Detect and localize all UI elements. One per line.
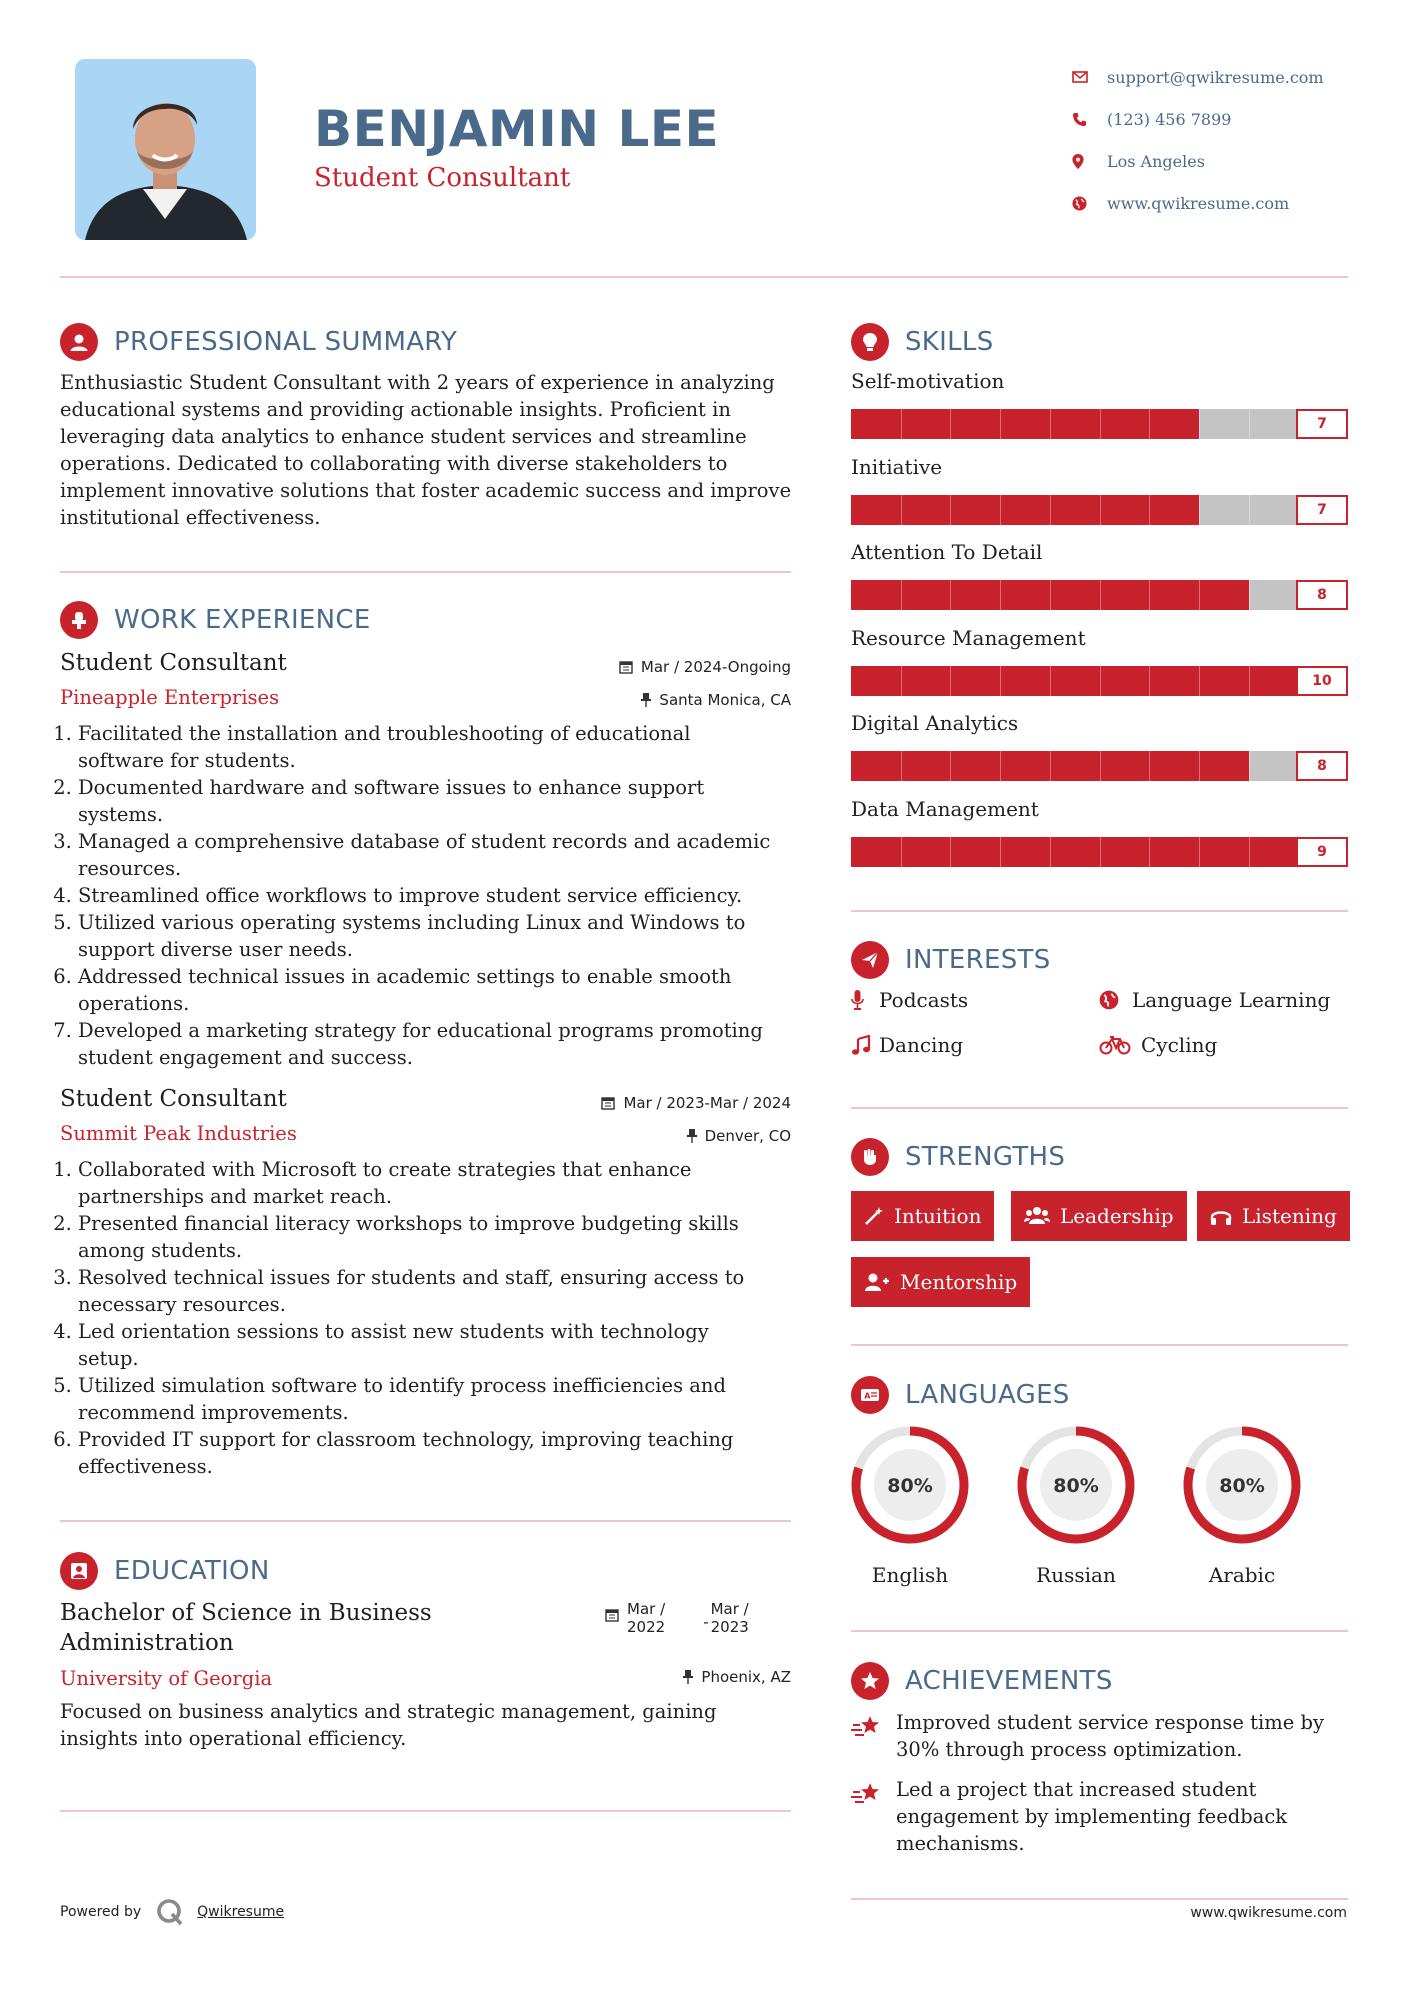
strength-chip-mentorship <box>851 1257 1030 1307</box>
language-ring <box>1182 1425 1302 1545</box>
skill-bar-segment <box>1100 495 1101 525</box>
star-badge-icon <box>851 1662 889 1700</box>
job-entry <box>60 1086 791 1480</box>
bicycle-icon <box>1099 1035 1141 1055</box>
language-name: English <box>871 1563 949 1587</box>
skill-bar-segment <box>901 409 902 439</box>
interest-language-learning <box>1099 988 1330 1012</box>
duty-item: 3. Resolved technical issues for students and staff, ensuring access to necessary resources. <box>78 1264 760 1318</box>
degree-line-1: Bachelor of Science in Business <box>60 1600 432 1626</box>
skill-bar-segment <box>1100 409 1101 439</box>
language-russian <box>1016 1425 1136 1587</box>
duty-item: 7. Developed a marketing strategy for educational programs promoting student engagement and success. <box>78 1017 780 1071</box>
edu-end-year: 2023 <box>710 1618 749 1636</box>
interest-podcasts <box>851 988 968 1012</box>
skill-bar-fill <box>851 837 1298 867</box>
skill-level-badge: 8 <box>1296 580 1348 610</box>
contact-website[interactable] <box>1072 182 1324 224</box>
interests-section-header <box>851 941 1051 979</box>
skill-bar-segment <box>1199 409 1200 439</box>
skills-title: SKILLS <box>905 327 994 357</box>
skill-level-badge: 7 <box>1296 495 1348 525</box>
skill-bar-segment <box>1050 751 1051 781</box>
summary-section-header <box>60 323 457 361</box>
job-location <box>687 1127 791 1145</box>
achievement-text: Improved student service response time by 30% through process optimization. <box>896 1711 1324 1761</box>
lightbulb-icon <box>851 323 889 361</box>
skill-bar-segment <box>1100 837 1101 867</box>
contact-location-text: Los Angeles <box>1107 151 1205 171</box>
work-title: WORK EXPERIENCE <box>114 605 371 635</box>
edu-start-year: 2022 <box>627 1618 666 1636</box>
skill-bar-segment <box>1149 495 1150 525</box>
duty-item: 1. Facilitated the installation and troubleshooting of educational software for students. <box>78 720 780 774</box>
user-circle-icon <box>60 323 98 361</box>
skill-bar-segment <box>1149 751 1150 781</box>
skill-name: Digital Analytics <box>851 711 1019 735</box>
skill-bar-segment <box>1100 580 1101 610</box>
interest-label: Dancing <box>879 1033 964 1057</box>
duty-item: 3. Managed a comprehensive database of student records and academic resources. <box>78 828 780 882</box>
candidate-role: Student Consultant <box>314 163 571 193</box>
job-dates <box>619 658 791 676</box>
skill-bar-segment <box>1149 580 1150 610</box>
work-divider <box>60 1520 791 1522</box>
company-name: Summit Peak Industries <box>60 1122 297 1145</box>
shooting-star-icon <box>851 1776 896 1857</box>
skill-name: Attention To Detail <box>851 540 1043 564</box>
candidate-name: BENJAMIN LEE <box>314 100 720 158</box>
language-percent: 80% <box>887 1475 933 1497</box>
skill-bar-segment <box>1149 837 1150 867</box>
skill-name: Self-motivation <box>851 369 1005 393</box>
education-dates <box>605 1600 749 1636</box>
qwikresume-logo-icon <box>155 1897 185 1927</box>
languages-divider <box>851 1630 1348 1632</box>
edu-date-dash: - <box>703 1613 709 1631</box>
users-icon <box>1024 1206 1050 1226</box>
skill-bar <box>851 580 1348 610</box>
brand-link[interactable]: Qwikresume <box>197 1904 285 1920</box>
skill-bar <box>851 837 1348 867</box>
contact-location <box>1072 140 1324 182</box>
pushpin-icon <box>683 1670 693 1684</box>
skill-bar <box>851 666 1348 696</box>
achievements-section-header <box>851 1662 1113 1700</box>
strength-chip-listening <box>1197 1191 1350 1241</box>
languages-section-header <box>851 1376 1070 1414</box>
globe-icon <box>1072 196 1107 211</box>
skill-bar-segment <box>1000 837 1001 867</box>
interest-label: Cycling <box>1141 1033 1218 1057</box>
interest-cycling <box>1099 1033 1217 1057</box>
microphone-icon <box>851 990 879 1010</box>
education-description: Focused on business analytics and strategic management, gaining insights into operational efficiency. <box>60 1700 717 1750</box>
skill-bar-segment <box>1050 495 1051 525</box>
skill-bar-segment <box>901 837 902 867</box>
job-location-text: Santa Monica, CA <box>659 691 791 709</box>
raised-fist-icon <box>851 1138 889 1176</box>
company-name: Pineapple Enterprises <box>60 686 280 709</box>
interests-title: INTERESTS <box>905 945 1051 975</box>
profile-photo <box>75 59 256 240</box>
job-duties <box>60 720 780 1071</box>
duty-item: 5. Utilized various operating systems including Linux and Windows to support diverse user needs. <box>78 909 780 963</box>
skill-bar <box>851 409 1348 439</box>
language-arabic <box>1182 1425 1302 1587</box>
language-ring <box>1016 1425 1136 1545</box>
duty-item: 6. Provided IT support for classroom technology, improving teaching effectiveness. <box>78 1426 760 1480</box>
interest-dancing <box>851 1033 963 1057</box>
strengths-title: STRENGTHS <box>905 1142 1066 1172</box>
skill-bar-segment <box>901 751 902 781</box>
music-icon <box>851 1035 879 1055</box>
language-percent: 80% <box>1053 1475 1099 1497</box>
skill-bar-segment <box>1050 409 1051 439</box>
skill-bar-segment <box>1000 409 1001 439</box>
languages-title: LANGUAGES <box>905 1380 1070 1410</box>
language-english <box>850 1425 970 1587</box>
interest-label: Language Learning <box>1132 988 1331 1012</box>
briefcase-icon <box>60 601 98 639</box>
skill-bar-segment <box>1050 837 1051 867</box>
duty-item: 1. Collaborated with Microsoft to create strategies that enhance partnerships and market reach. <box>78 1156 760 1210</box>
interest-label: Podcasts <box>879 988 969 1012</box>
pushpin-icon <box>687 1129 697 1143</box>
skill-bar-segment <box>901 580 902 610</box>
magic-wand-icon <box>864 1206 884 1226</box>
skill-name: Resource Management <box>851 625 1086 650</box>
strengths-divider <box>851 1344 1348 1346</box>
calendar-icon <box>605 1608 619 1622</box>
job-duties <box>60 1156 760 1480</box>
footer-powered-by <box>60 1897 284 1927</box>
education-title: EDUCATION <box>114 1556 270 1586</box>
envelope-icon <box>1072 71 1107 83</box>
education-divider <box>60 1810 791 1812</box>
achievements-title: ACHIEVEMENTS <box>905 1666 1113 1696</box>
skill-bar-segment <box>1149 666 1150 696</box>
skill-bar-segment <box>1249 409 1250 439</box>
achievement-text: Led a project that increased student engagement by implementing feedback mechanisms. <box>896 1778 1288 1855</box>
footer-site[interactable]: www.qwikresume.com <box>1190 1905 1347 1921</box>
skill-bar-segment <box>1199 495 1200 525</box>
skill-bar-segment <box>1000 666 1001 696</box>
duty-item: 2. Presented financial literacy workshops to improve budgeting skills among students. <box>78 1210 760 1264</box>
skill-bar-segment <box>1249 580 1250 610</box>
skill-bar <box>851 495 1348 525</box>
skill-bar-segment <box>950 580 951 610</box>
job-title: Student Consultant <box>60 650 287 676</box>
skill-level-badge: 8 <box>1296 751 1348 781</box>
skill-bar-segment <box>950 837 951 867</box>
pushpin-icon <box>641 693 651 707</box>
job-dates-text: Mar / 2024-Ongoing <box>640 658 791 676</box>
edu-end-month: Mar / <box>710 1600 749 1618</box>
contact-website-text: www.qwikresume.com <box>1107 193 1290 213</box>
strengths-section-header <box>851 1138 1065 1176</box>
skill-bar-segment <box>1199 837 1200 867</box>
job-dates-text: Mar / 2023-Mar / 2024 <box>623 1094 791 1112</box>
summary-divider <box>60 571 791 573</box>
interests-divider <box>851 1107 1348 1109</box>
language-ring <box>850 1425 970 1545</box>
strength-chip-intuition <box>851 1191 994 1241</box>
skill-bar-segment <box>1149 409 1150 439</box>
skill-bar-segment <box>950 666 951 696</box>
headphones-icon <box>1210 1206 1232 1226</box>
svg-text:A: A <box>864 1391 871 1401</box>
contact-phone-text: (123) 456 7899 <box>1107 109 1232 129</box>
skill-bar-segment <box>1050 666 1051 696</box>
skill-name: Data Management <box>851 796 1039 821</box>
skill-level-badge: 9 <box>1296 837 1348 867</box>
language-percent: 80% <box>1219 1475 1265 1497</box>
shooting-star-icon <box>851 1709 896 1763</box>
achievements-divider <box>851 1898 1348 1900</box>
skill-bar-segment <box>1100 666 1101 696</box>
skill-level-badge: 7 <box>1296 409 1348 439</box>
summary-text: Enthusiastic Student Consultant with 2 years of experience in analyzing educational systems and providing actionable insights. Proficient in leveraging data analytics to enhance student services and streamline operations. Dedicated to collaborating with diverse stakeholders to implement innovative solutions that foster academic success and improve institutional effectiveness. <box>60 371 792 529</box>
skill-bar-segment <box>1249 495 1250 525</box>
job-entry <box>60 650 791 1071</box>
summary-title: PROFESSIONAL SUMMARY <box>114 327 458 357</box>
paper-plane-icon <box>851 941 889 979</box>
user-plus-icon <box>864 1272 890 1292</box>
skill-bar-segment <box>1000 580 1001 610</box>
language-name: Russian <box>1036 1563 1116 1587</box>
skills-divider <box>851 910 1348 912</box>
skill-bar-fill <box>851 409 1199 439</box>
skill-bar-segment <box>1000 751 1001 781</box>
strength-label: Listening <box>1242 1204 1337 1228</box>
skill-bar-segment <box>1050 580 1051 610</box>
education-location <box>683 1668 791 1686</box>
contact-list <box>1072 56 1324 224</box>
skill-bar-segment <box>1199 751 1200 781</box>
strength-chip-leadership <box>1011 1191 1187 1241</box>
duty-item: 2. Documented hardware and software issues to enhance support systems. <box>78 774 780 828</box>
graduate-icon <box>60 1552 98 1590</box>
skill-bar-segment <box>1000 495 1001 525</box>
skill-bar-segment <box>901 495 902 525</box>
work-section-header <box>60 601 371 639</box>
phone-icon <box>1072 112 1107 127</box>
edu-start-month: Mar / <box>627 1600 666 1618</box>
strength-label: Mentorship <box>900 1270 1018 1294</box>
skill-bar-segment <box>901 666 902 696</box>
map-pin-icon <box>1072 154 1107 169</box>
job-location-text: Denver, CO <box>704 1127 791 1145</box>
achievement-item <box>851 1709 1348 1763</box>
skill-bar-segment <box>950 751 951 781</box>
education-section-header <box>60 1552 270 1590</box>
strength-label: Intuition <box>894 1204 982 1228</box>
duty-item: 4. Led orientation sessions to assist new students with technology setup. <box>78 1318 760 1372</box>
skill-bar-segment <box>1199 666 1200 696</box>
skill-bar-segment <box>1100 751 1101 781</box>
job-dates <box>601 1094 791 1112</box>
degree-line-2: Administration <box>60 1630 234 1656</box>
achievement-item <box>851 1776 1348 1857</box>
skill-bar-segment <box>1249 751 1250 781</box>
duty-item: 4. Streamlined office workflows to improve student service efficiency. <box>78 882 780 909</box>
education-location-text: Phoenix, AZ <box>701 1668 791 1686</box>
contact-phone[interactable] <box>1072 98 1324 140</box>
language-icon <box>851 1376 889 1414</box>
calendar-icon <box>619 660 633 674</box>
skills-section-header <box>851 323 994 361</box>
skill-bar-segment <box>950 409 951 439</box>
skill-bar-fill <box>851 495 1199 525</box>
school-name: University of Georgia <box>60 1667 273 1690</box>
job-location <box>641 691 791 709</box>
skill-name: Initiative <box>851 454 943 479</box>
skill-bar <box>851 751 1348 781</box>
skill-bar-segment <box>1249 666 1250 696</box>
strength-label: Leadership <box>1060 1204 1174 1228</box>
duty-item: 6. Addressed technical issues in academic settings to enable smooth operations. <box>78 963 780 1017</box>
skill-bar-segment <box>950 495 951 525</box>
skill-bar-segment <box>1249 837 1250 867</box>
header-divider <box>60 276 1348 278</box>
globe-icon <box>1099 990 1127 1010</box>
contact-email[interactable] <box>1072 56 1324 98</box>
powered-by-label: Powered by <box>60 1904 142 1920</box>
calendar-icon <box>601 1096 615 1110</box>
contact-email-text: support@qwikresume.com <box>1107 67 1324 87</box>
skill-bar-segment <box>1199 580 1200 610</box>
duty-item: 5. Utilized simulation software to identify process inefficiencies and recommend improvements. <box>78 1372 760 1426</box>
job-title: Student Consultant <box>60 1086 287 1112</box>
language-name: Arabic <box>1208 1563 1276 1587</box>
skill-level-badge: 10 <box>1296 666 1348 696</box>
education-entry <box>60 1598 791 1752</box>
